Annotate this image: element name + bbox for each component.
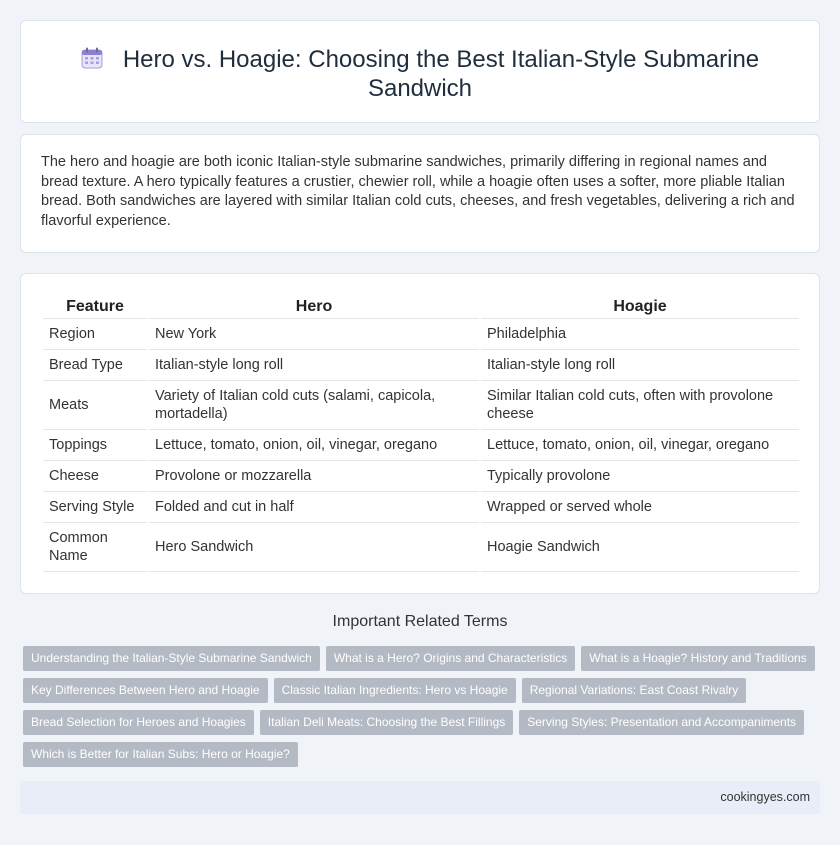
table-row (43, 430, 799, 461)
table-row (43, 319, 799, 350)
footer-site-link[interactable]: cookingyes.com (720, 790, 810, 804)
cell-hoagie: Similar Italian cold cuts, often with provolone cheese (481, 381, 799, 430)
cell-hoagie: Wrapped or served whole (481, 492, 799, 523)
cell-feature: Cheese (43, 461, 147, 492)
related-term-tag[interactable]: Serving Styles: Presentation and Accompaniments (519, 710, 804, 735)
header-hoagie: Hoagie (481, 294, 799, 319)
comparison-table-card (20, 273, 820, 594)
header-hero: Hero (149, 294, 479, 319)
cell-feature: Region (43, 319, 147, 350)
related-terms-title: Important Related Terms (332, 613, 508, 630)
related-term-tag[interactable]: Italian Deli Meats: Choosing the Best Fillings (260, 710, 513, 735)
cell-hoagie: Typically provolone (481, 461, 799, 492)
intro-card (20, 134, 820, 253)
cell-hoagie: Philadelphia (481, 319, 799, 350)
footer (20, 781, 820, 814)
cell-feature: Bread Type (43, 350, 147, 381)
related-terms-tags (23, 646, 823, 774)
comparison-table (41, 294, 801, 572)
related-term-tag[interactable]: What is a Hoagie? History and Traditions (581, 646, 814, 671)
cell-hero: Variety of Italian cold cuts (salami, capicola, mortadella) (149, 381, 479, 430)
page-title (61, 45, 779, 103)
header-feature: Feature (43, 294, 147, 319)
cell-feature: Serving Style (43, 492, 147, 523)
intro-text: The hero and hoagie are both iconic Italian-style submarine sandwiches, primarily differing in regional names and bread texture. A hero typically features a crustier, chewier roll, while a hoagie often uses a softer, more pliable Italian bread. Both sandwiches are layered with similar Italian cold cuts, cheeses, and fresh vegetables, delivering a rich and flavorful experience. (41, 154, 795, 229)
cell-hoagie: Lettuce, tomato, onion, oil, vinegar, oregano (481, 430, 799, 461)
table-row (43, 461, 799, 492)
related-term-tag[interactable]: Key Differences Between Hero and Hoagie (23, 678, 268, 703)
related-term-tag[interactable]: Classic Italian Ingredients: Hero vs Hoagie (274, 678, 516, 703)
cell-hoagie: Italian-style long roll (481, 350, 799, 381)
cell-feature: Meats (43, 381, 147, 430)
cell-feature: Common Name (43, 523, 147, 572)
calendar-icon (81, 47, 103, 69)
cell-hoagie: Hoagie Sandwich (481, 523, 799, 572)
cell-hero: New York (149, 319, 479, 350)
table-header-row (43, 294, 799, 319)
table-row (43, 381, 799, 430)
table-row (43, 350, 799, 381)
cell-hero: Provolone or mozzarella (149, 461, 479, 492)
related-term-tag[interactable]: Bread Selection for Heroes and Hoagies (23, 710, 254, 735)
cell-hero: Hero Sandwich (149, 523, 479, 572)
cell-feature: Toppings (43, 430, 147, 461)
related-term-tag[interactable]: What is a Hero? Origins and Characteristics (326, 646, 575, 671)
related-term-tag[interactable]: Which is Better for Italian Subs: Hero or Hoagie? (23, 742, 298, 767)
header-card (20, 20, 820, 123)
table-row (43, 492, 799, 523)
table-row (43, 523, 799, 572)
cell-hero: Lettuce, tomato, onion, oil, vinegar, oregano (149, 430, 479, 461)
cell-hero: Folded and cut in half (149, 492, 479, 523)
related-term-tag[interactable]: Understanding the Italian-Style Submarine Sandwich (23, 646, 320, 671)
cell-hero: Italian-style long roll (149, 350, 479, 381)
page-title-text: Hero vs. Hoagie: Choosing the Best Italian-Style Submarine Sandwich (122, 46, 760, 102)
related-term-tag[interactable]: Regional Variations: East Coast Rivalry (522, 678, 747, 703)
